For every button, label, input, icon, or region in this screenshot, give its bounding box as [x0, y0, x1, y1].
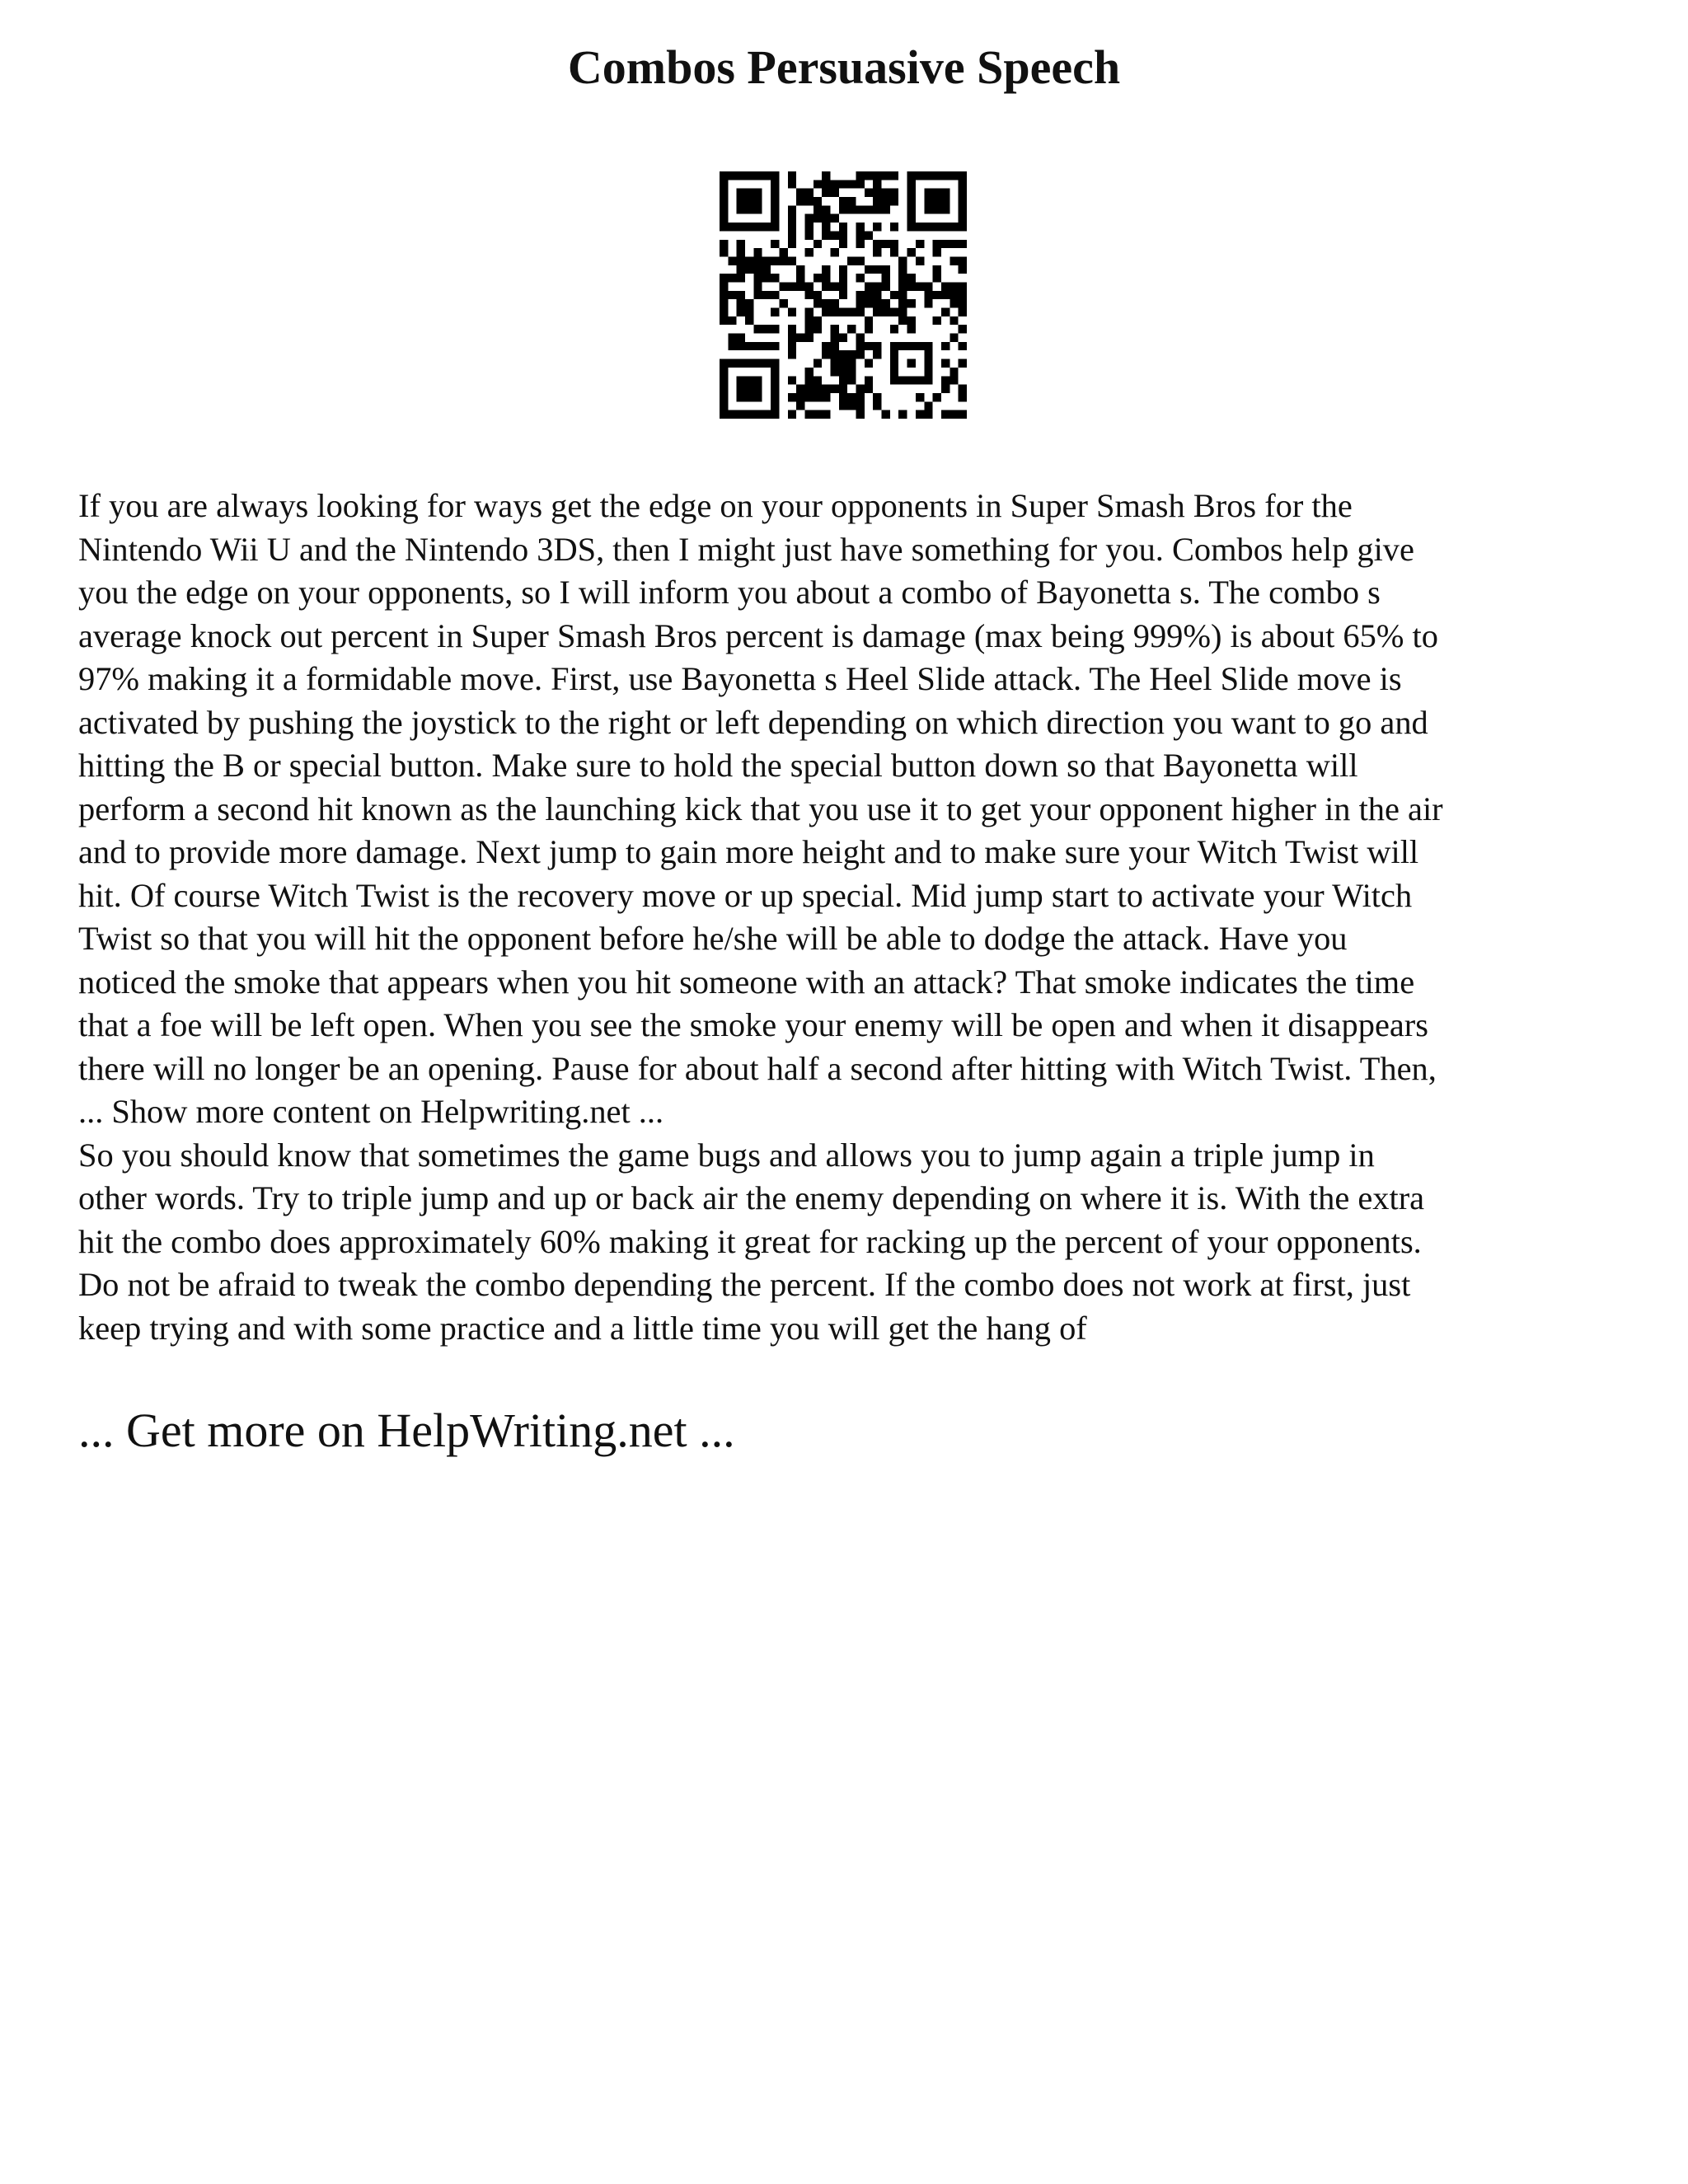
get-more-link[interactable]: ... Get more on HelpWriting.net ...	[78, 1404, 735, 1457]
page-title: Combos Persuasive Speech	[567, 40, 1121, 94]
show-more-link[interactable]: ... Show more content on Helpwriting.net ...	[78, 1093, 664, 1130]
paragraph-intro: If you are always looking for ways get the edge on your opponents in Super Smash Bros for the Nintendo Wii U and the Nintendo 3DS, then I might just have something for you. Combos help give you the edge on your opponents, so I will inform you about a combo of Bayonetta s. The combo s average knock out percent in Super Smash Bros percent is damage (max being 999%) is about 65% to 97% making it a formidable move. First, use Bayonetta s Heel Slide attack. The Heel Slide move is activated by pushing the joystick to the right or left depending on which direction you want to go and hitting the B or special button. Make sure to hold the special button down so that Bayonetta will perform a second hit known as the launching kick that you use it to get your opponent higher in the air and to provide more damage. Next jump to gain more height and to make sure your Witch Twist will hit. Of course Witch Twist is the recovery move or up special. Mid jump start to activate your Witch Twist so that you will hit the opponent before he/she will be able to dodge the attack. Have you noticed the smoke that appears when you hit someone with an attack? That smoke indicates the time that a foe will be left open. When you see the smoke your enemy will be open and when it disappears there will no longer be an opening. Pause for about half a second after hitting with Witch Twist. Then,	[78, 487, 1443, 1087]
qr-code-icon	[720, 171, 967, 419]
paragraph-continued: So you should know that sometimes the game bugs and allows you to jump again a triple jump in other words. Try to triple jump and up or back air the enemy depending on where it is. With the extra hit the combo does approximately 60% making it great for racking up the percent of your opponents. Do not be afraid to tweak the combo depending the percent. If the combo does not work at first, just keep trying and with some practice and a little time you will get the hang of	[78, 1136, 1425, 1347]
article-body	[78, 485, 1628, 1350]
qr-code-graphic	[720, 171, 967, 419]
